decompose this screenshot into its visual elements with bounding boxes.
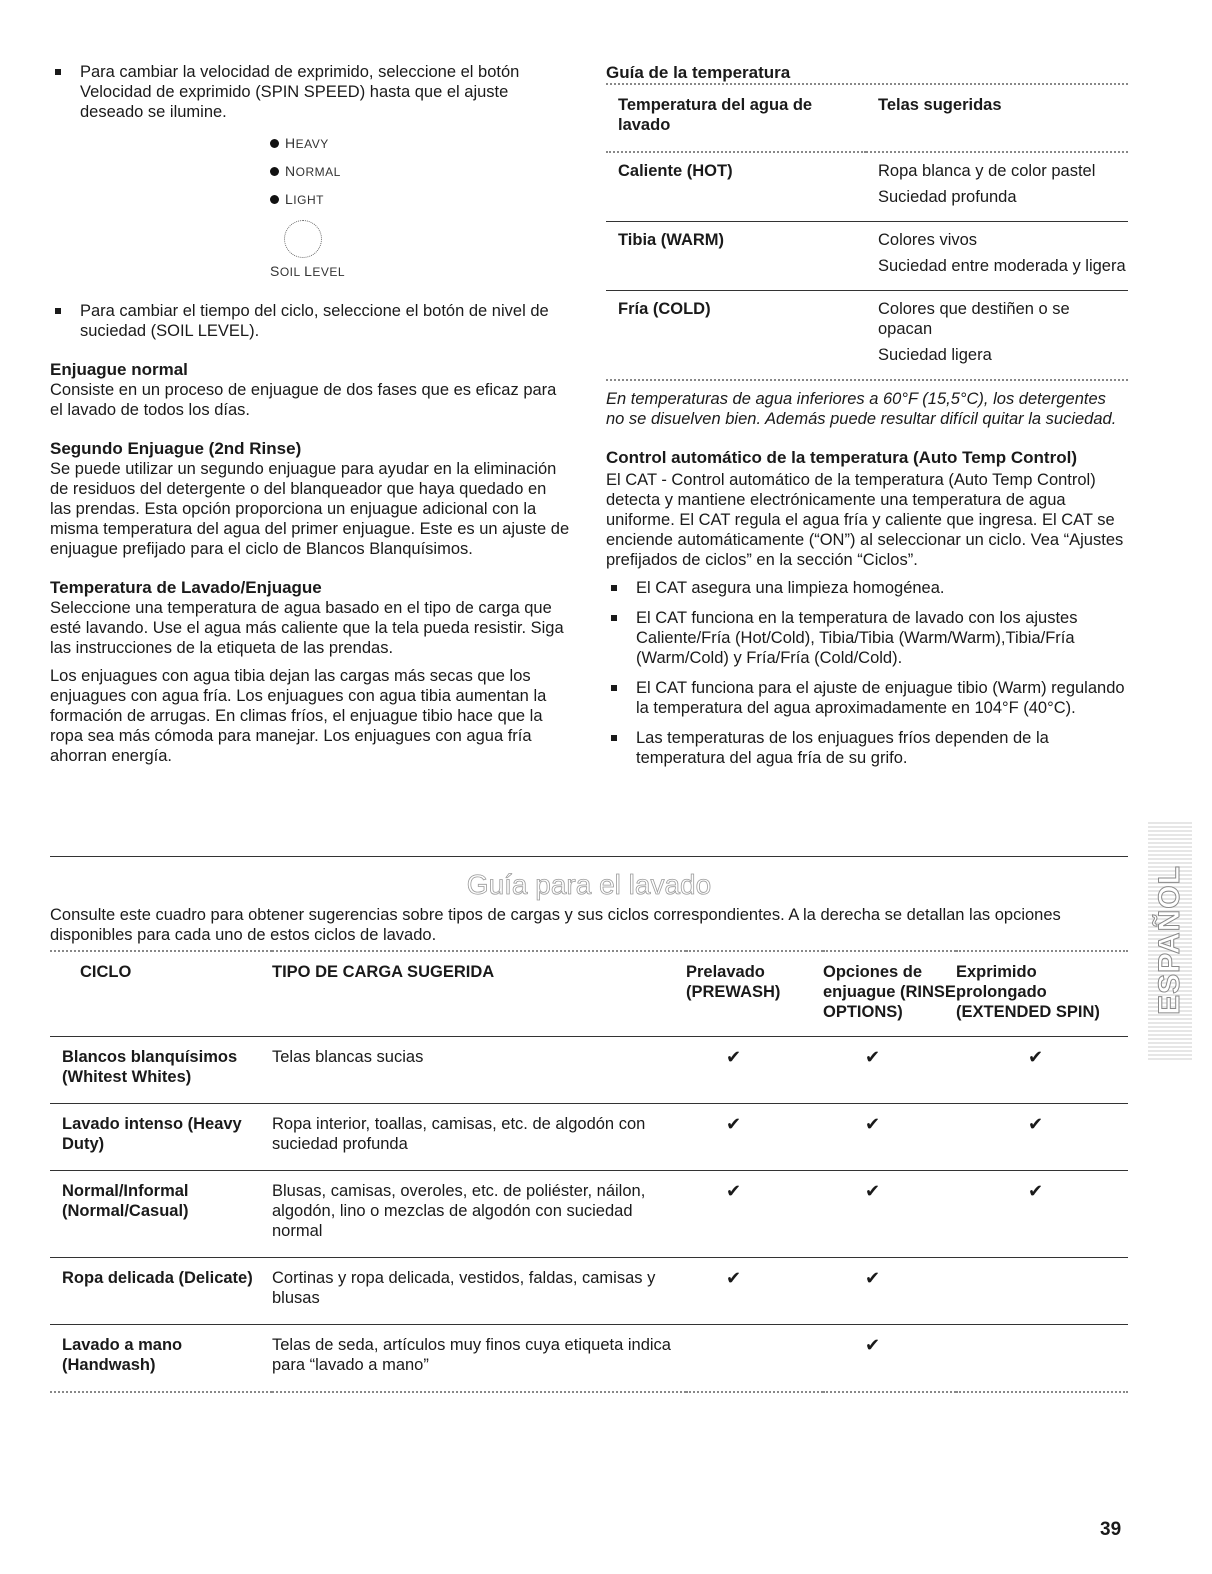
check-icon: ✔	[823, 1325, 956, 1393]
soil-level-button-icon	[284, 220, 322, 258]
table-row: Ropa delicada (Delicate) Cortinas y ropa delicada, vestidos, faldas, camisas y blusas ✔ ✔	[50, 1258, 1128, 1325]
check-icon	[686, 1325, 823, 1393]
column-header-water: Temperatura del agua de lavado	[606, 89, 866, 152]
page-number: 39	[1100, 1519, 1122, 1540]
column-header-cycle: CICLO	[50, 951, 272, 1037]
divider	[606, 379, 1128, 381]
list-item: El CAT funciona en la temperatura de lavado con los ajustes Caliente/Fría (Hot/Cold), Tibia/Tibia (Warm/Warm),Tibia/Fría (Warm/Cold) y Fría/Fría (Cold/Cold).	[606, 608, 1128, 668]
left-column	[50, 62, 570, 766]
column-header-rinse: Opciones de enjuague (RINSE OPTIONS)	[823, 951, 956, 1037]
enjuague-normal-heading: Enjuague normal	[50, 360, 188, 379]
spin-level-heavy: HEAVY	[270, 136, 570, 151]
segundo-enjuague-heading: Segundo Enjuague (2nd Rinse)	[50, 439, 302, 458]
check-icon: ✔	[823, 1171, 956, 1258]
table-row: Tibia (WARM) Colores vivos Suciedad entre moderada y ligera	[606, 222, 1128, 291]
wash-guide-table	[50, 950, 1128, 1393]
enjuague-normal-text: Consiste en un proceso de enjuague de dos fases que es eficaz para el lavado de todos los días.	[50, 381, 557, 419]
list-item: El CAT funciona para el ajuste de enjuague tibio (Warm) regulando la temperatura del agua aproximadamente en 104°F (40°C).	[606, 678, 1128, 718]
divider	[606, 83, 1128, 85]
temperature-guide-title: Guía de la temperatura	[606, 63, 791, 82]
check-icon: ✔	[686, 1171, 823, 1258]
table-header-row	[50, 951, 1128, 1037]
led-dot-icon	[270, 167, 279, 176]
column-header-fabrics: Telas sugeridas	[866, 89, 1128, 152]
temperatura-lavado-heading: Temperatura de Lavado/Enjuague	[50, 578, 322, 597]
led-dot-icon	[270, 195, 279, 204]
check-icon: ✔	[686, 1037, 823, 1104]
list-item: Las temperaturas de los enjuagues fríos dependen de la temperatura del agua fría de su grifo.	[606, 728, 1128, 768]
table-row: Blancos blanquísimos (Whitest Whites) Telas blancas sucias ✔ ✔ ✔	[50, 1037, 1128, 1104]
table-row: Caliente (HOT) Ropa blanca y de color pastel Suciedad profunda	[606, 152, 1128, 222]
column-header-prewash: Prelavado (PREWASH)	[686, 951, 823, 1037]
wash-guide-title: Guía para el lavado	[466, 869, 712, 900]
column-header-spin: Exprimido prolongado (EXTENDED SPIN)	[956, 951, 1128, 1037]
section-divider	[50, 856, 1128, 857]
spin-level-light: LIGHT	[270, 192, 570, 207]
wash-guide-table-area	[50, 950, 1128, 1393]
table-row: Lavado a mano (Handwash) Telas de seda, artículos muy finos cuya etiqueta indica para “lavado a mano” ✔	[50, 1325, 1128, 1393]
temperature-guide-table	[606, 89, 1128, 379]
segundo-enjuague-text: Se puede utilizar un segundo enjuague para ayudar en la eliminación de residuos del detergente o del blanqueador que haya quedado en las prendas. Esta opción proporciona un enjuague adicional con la misma temperatura del agua del primer enjuague. Este es un ajuste de enjuague prefijado para el ciclo de Blancos Blanquísimos.	[50, 460, 570, 558]
check-icon: ✔	[956, 1171, 1128, 1258]
auto-temp-control-heading: Control automático de la temperatura (Auto Temp Control)	[606, 448, 1077, 467]
language-side-tab: ESPAÑOL	[1148, 820, 1192, 1060]
right-column	[606, 62, 1128, 778]
spin-speed-text: Para cambiar la velocidad de exprimido, seleccione el botón Velocidad de exprimido (SPIN SPEED) hasta que el ajuste deseado se ilumine.	[80, 63, 520, 121]
soil-level-bullet: Para cambiar el tiempo del ciclo, seleccione el botón de nivel de suciedad (SOIL LEVEL).	[50, 301, 570, 341]
check-icon: ✔	[823, 1037, 956, 1104]
temperatura-lavado-text-1: Seleccione una temperatura de agua basado en el tipo de carga que esté lavando. Use el agua más caliente que la tela pueda resistir. Siga las instrucciones de la etiqueta de las prendas.	[50, 599, 564, 657]
spin-speed-indicator	[270, 136, 570, 279]
table-row: Normal/Informal (Normal/Casual) Blusas, camisas, overoles, etc. de poliéster, náilon, algodón, lino o mezclas de algodón con suciedad normal ✔ ✔ ✔	[50, 1171, 1128, 1258]
list-item: El CAT asegura una limpieza homogénea.	[606, 578, 1128, 598]
spin-level-normal: NORMAL	[270, 164, 570, 179]
check-icon: ✔	[823, 1104, 956, 1171]
check-icon: ✔	[686, 1104, 823, 1171]
table-row: Lavado intenso (Heavy Duty) Ropa interior, toallas, camisas, etc. de algodón con suciedad profunda ✔ ✔ ✔	[50, 1104, 1128, 1171]
led-dot-icon	[270, 139, 279, 148]
check-icon: ✔	[956, 1037, 1128, 1104]
wash-guide-intro: Consulte este cuadro para obtener sugerencias sobre tipos de cargas y sus ciclos correspondientes. A la derecha se detallan las opciones disponibles para cada uno de estos ciclos de lavado.	[50, 906, 1061, 944]
check-icon: ✔	[956, 1104, 1128, 1171]
temperature-note: En temperaturas de agua inferiores a 60°F (15,5°C), los detergentes no se disuelven bien. Además puede resultar difícil quitar la suciedad.	[606, 390, 1117, 428]
temperatura-lavado-text-2: Los enjuagues con agua tibia dejan las cargas más secas que los enjuagues con agua fría. Los enjuagues con agua tibia aumentan la formación de arrugas. En climas fríos, el enjuague tibio hace que la ropa sea más cómoda para manejar. Los enjuagues con agua fría ahorran energía.	[50, 667, 547, 765]
table-row: Fría (COLD) Colores que destiñen o se opacan Suciedad ligera	[618, 300, 1070, 364]
check-icon: ✔	[686, 1258, 823, 1325]
spin-speed-bullet	[50, 62, 570, 122]
check-icon: ✔	[823, 1258, 956, 1325]
table-header-row	[606, 89, 1128, 152]
check-icon	[956, 1258, 1128, 1325]
check-icon	[956, 1325, 1128, 1393]
soil-level-label: SOIL LEVEL	[270, 263, 346, 279]
column-header-load: TIPO DE CARGA SUGERIDA	[272, 951, 686, 1037]
auto-temp-control-text: El CAT - Control automático de la temperatura (Auto Temp Control) detecta y mantiene electrónicamente una temperatura de agua uniforme. El CAT regula el agua fría y caliente que ingresa. El CAT se enciende automáticamente (“ON”) al seleccionar un ciclo. Vea “Ajustes prefijados de ciclos” en la sección “Ciclos”.	[606, 471, 1124, 569]
